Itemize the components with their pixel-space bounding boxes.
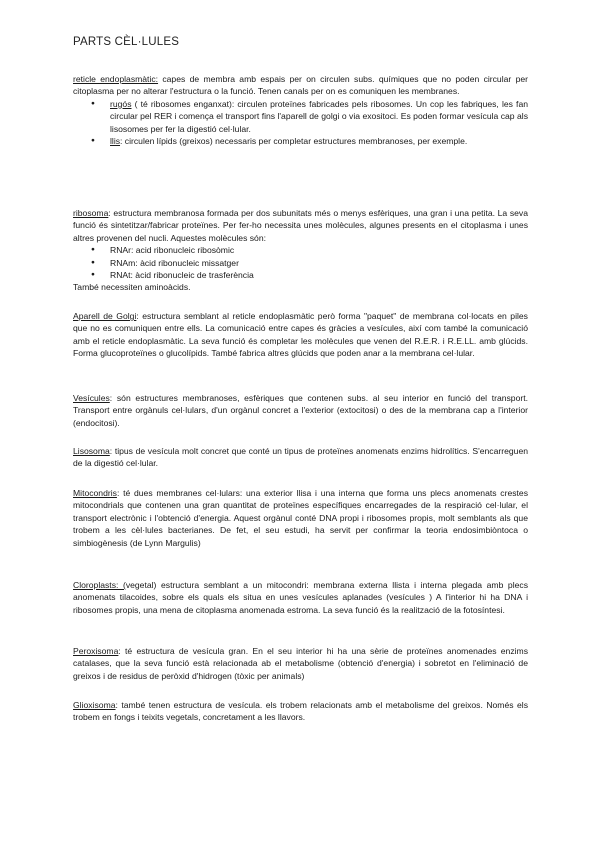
definition: : estructura membranosa formada per dos subunitats més o menys esfèriques, una gran i una petita. La seva funció és sintetitzar/fabricar proteïnes. Per fer-ho necessita unes molècules, algunes presents en el citoplasma i unes altres provenen del nucli. Aquestes molècules són:: [73, 208, 528, 243]
list-item: [73, 98, 528, 135]
section-vesicules: [73, 392, 528, 429]
list-item: ● RNAt: àcid ribonucleic de trasferència: [73, 269, 528, 281]
term: Cloroplasts: (: [73, 580, 126, 590]
term: rugós: [110, 98, 132, 109]
section-peroxisoma: [73, 645, 528, 682]
definition: : també tenen estructura de vesícula. els trobem relacionats amb el metabolisme del greixos. Només els trobem en fongs i teixits vegetals, concretament a les llavors.: [73, 700, 528, 723]
paragraph: També necessiten aminoàcids.: [73, 282, 191, 293]
term: Mitocondris: [73, 488, 117, 498]
section-glioxisoma: [73, 699, 528, 724]
term: ribosoma: [73, 208, 109, 218]
section-mitocondris: [73, 487, 528, 549]
definition: ( té ribosomes enganxat): circulen proteïnes fabricades pels ribosomes. Un cop les fabriques, les fan circular pel RER i comença el transport fins l'aparell de golgi o via exositoci. Es poden formar vesícula cap als lisosomes per fer la digestió cel·lular.: [110, 98, 528, 134]
list-item: ● RNAr: acid ribonucleic ribosòmic: [73, 244, 528, 256]
definition: : són estructures membranoses, esfèriques que contenen subs. al seu interior en funció del transport. Transport entre orgànuls cel·lulars, d'un orgànul concret a l'exterior (extocitosi) o des de la membrana cap a l'interior (endocitosi).: [73, 393, 528, 428]
section-lisosoma: [73, 445, 528, 470]
list-item: ● RNAm: àcid ribonucleic missatger: [73, 257, 528, 269]
list-item: [73, 135, 528, 147]
paragraph: [73, 487, 528, 549]
definition: : estructura semblant al reticle endoplasmàtic però forma "paquet" de membrana col·locats en piles que no es comuniquen entre ells. La comunicació entre capes és gràcies a vesícules, així com també la comunicació amb el reticle endoplasmàtic. La seva funció és completar les molècules que venen del R.E.R. i R.E.LL. amb glúcids. Forma glucoproteïnes o glucolípids. També fabrica altres glúcids que poden anar a la membrana cel·lular.: [73, 311, 528, 359]
bullet-list: [73, 98, 528, 148]
paragraph: [73, 445, 528, 470]
section-ribosoma: [73, 207, 528, 294]
paragraph: [73, 310, 528, 360]
term: Peroxisoma: [73, 646, 119, 656]
section-aparell-de-golgi: [73, 310, 528, 360]
section-cloroplasts: [73, 579, 528, 616]
term: Vesícules: [73, 393, 110, 403]
bullet-list: [73, 244, 528, 281]
term: Glioxisoma: [73, 700, 116, 710]
paragraph: [73, 579, 528, 616]
paragraph: [73, 645, 528, 682]
term: Aparell de Golgi: [73, 311, 137, 321]
paragraph: [73, 207, 528, 244]
section-reticle-endoplasmatic: [73, 73, 528, 147]
term: llis: [110, 136, 121, 147]
definition: : té estructura de vesícula gran. En el seu interior hi ha una sèrie de proteïnes anomenades enzims catalases, que la seva funció està relacionada ab el metabolisme (obtenció d'energia) i sobretot en l'eliminació de greixos i de residus de peròxid d'hidrogen (tòxic per animals): [73, 646, 528, 681]
definition: : circulen lípids (greixos) necessaris per completar estructures membranoses, per exemple.: [120, 136, 468, 147]
definition: capes de membra amb espais per on circulen subs. químiques que no poden circular per citoplasma per no alterar l'estructura o la funció. Tenen canals per on es comuniquen les membranes.: [73, 74, 528, 97]
paragraph: [73, 392, 528, 429]
definition: : tipus de vesícula molt concret que conté un tipus de proteïnes anomenats enzims hidrolítics. S'encarreguen de la digestió cel·lular.: [73, 446, 528, 469]
definition: vegetal) estructura semblant a un mitocondri: membrana externa llista i interna plegada amb plecs anomenats tilacoides, sobre els quals els situa en unes vesícules aplanades (vesícules ) A l'interior hi ha DNA i ribosomes propis, una mena de citoplasma anomenada estroma. La seva funció és la realització de la fotosíntesi.: [73, 580, 528, 615]
paragraph: [73, 73, 528, 98]
definition: : té dues membranes cel·lulars: una exterior llisa i una interna que forma uns plecs anomenats crestes mitocondrials que contenen una gran quantitat de proteïnes específiques encarregades de la respiració cel·lular, el transport electrònic i l'obtenció d'energia. Aquest orgànul conté DNA propi i ribosomes propis, molt semblants als que trobem a les cèl·lules bacterianes. De fet, el seu estudi, ha servit per confirmar la teoria endosimbiòntoca o simbiogènesis (de Lynn Margulis): [73, 488, 528, 548]
page-title: PARTS CÈL·LULES: [73, 36, 180, 48]
term: Lisosoma: [73, 446, 110, 456]
term: reticle endoplasmàtic:: [73, 74, 159, 84]
paragraph: [73, 699, 528, 724]
